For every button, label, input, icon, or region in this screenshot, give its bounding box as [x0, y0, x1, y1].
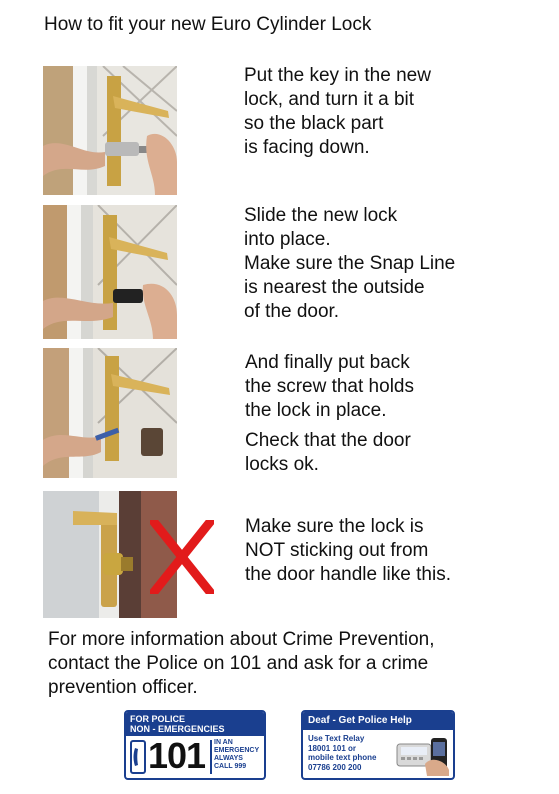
- step-3-line: the screw that holds: [245, 376, 414, 397]
- deaf-logo-line: 18001 101 or: [308, 743, 357, 753]
- red-x-icon: [150, 520, 214, 594]
- footer-line: For more information about Crime Prevention,: [48, 629, 435, 650]
- page-title: How to fit your new Euro Cylinder Lock: [44, 14, 372, 35]
- deaf-logo-title: Deaf - Get Police Help: [303, 712, 453, 730]
- step-2-photo: [43, 205, 177, 339]
- step-1-text: [244, 64, 431, 160]
- logo-101-side: CALL 999: [214, 763, 247, 770]
- step-3-photo: [43, 348, 177, 478]
- step-1-line: Put the key in the new: [244, 65, 431, 86]
- logo-101-number: 101: [148, 735, 206, 776]
- step-1-line: is facing down.: [244, 137, 370, 158]
- step-2-line: is nearest the outside: [244, 277, 425, 298]
- step-2-line: into place.: [244, 229, 331, 250]
- logo-101-side: EMERGENCY: [214, 747, 260, 754]
- step-3-line: And finally put back: [245, 352, 410, 373]
- deaf-logo-line: 07786 200 200: [308, 762, 362, 772]
- step-4-line: NOT sticking out from: [245, 540, 429, 561]
- step-2-text: [244, 204, 455, 324]
- phone-icon: [130, 740, 146, 774]
- text-phone-icon: [395, 734, 451, 776]
- deaf-logo-line: Use Text Relay: [308, 734, 365, 743]
- logo-101-side: IN AN: [214, 739, 233, 746]
- step-4-line: the door handle like this.: [245, 564, 451, 585]
- step-3-text: [245, 351, 414, 477]
- logo-101-header: FOR POLICE: [130, 714, 186, 724]
- step-1-line: so the black part: [244, 113, 384, 134]
- step-2-line: of the door.: [244, 301, 340, 322]
- logo-101-header: NON - EMERGENCIES: [130, 724, 225, 734]
- deaf-police-help-logo: [301, 710, 455, 780]
- step-1-photo: [43, 66, 177, 195]
- step-3-line: locks ok.: [245, 454, 319, 475]
- step-4-line: Make sure the lock is: [245, 516, 424, 537]
- step-2-line: Make sure the Snap Line: [244, 253, 456, 274]
- police-101-logo: [124, 710, 266, 780]
- logo-101-side: ALWAYS: [214, 755, 243, 762]
- step-1-line: lock, and turn it a bit: [244, 89, 415, 110]
- deaf-logo-line: mobile text phone: [308, 753, 377, 762]
- step-3-line: the lock in place.: [245, 400, 387, 421]
- footer-line: prevention officer.: [48, 677, 198, 698]
- footer-line: contact the Police on 101 and ask for a crime: [48, 653, 429, 674]
- step-4-text: [245, 515, 451, 587]
- crime-prevention-info: [48, 628, 435, 700]
- step-3-line: Check that the door: [245, 430, 411, 451]
- step-2-line: Slide the new lock: [244, 205, 398, 226]
